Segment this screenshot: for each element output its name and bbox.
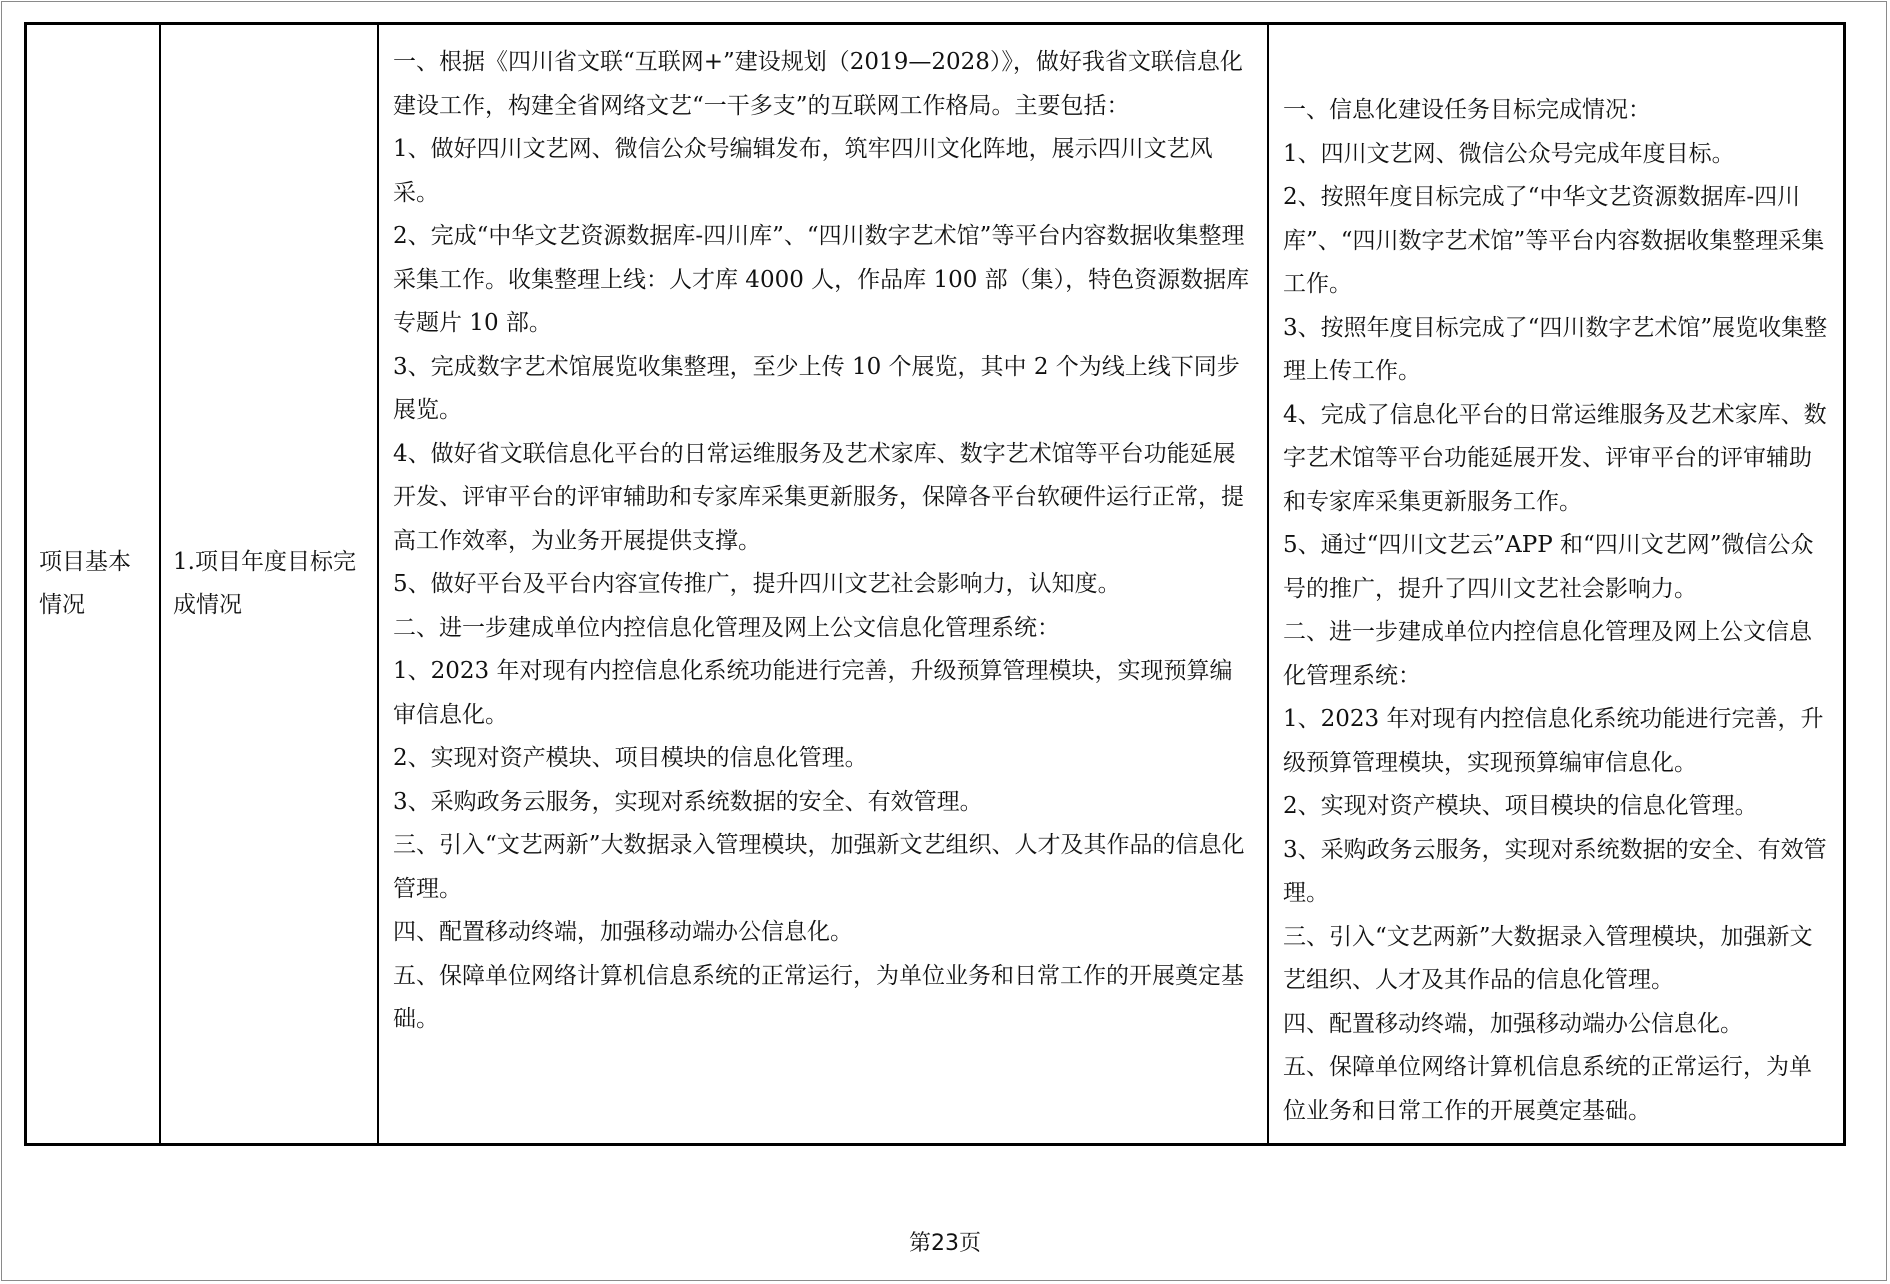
completion-line: 一、信息化建设任务目标完成情况： xyxy=(1283,97,1651,123)
target-line: 三、引入“文艺两新”大数据录入管理模块，加强新文艺组织、人才及其作品的信息化管理。 xyxy=(393,832,1245,902)
target-line: 二、进一步建成单位内控信息化管理及网上公文信息化管理系统： xyxy=(393,614,1060,641)
completion-line: 2、按照年度目标完成了“中华文艺资源数据库-四川库”、“四川数字艺术馆”等平台内容数据收集整理采集工作。 xyxy=(1283,184,1825,297)
completion-line: 1、四川文艺网、微信公众号完成年度目标。 xyxy=(1283,140,1735,167)
completion-status-cell xyxy=(1268,24,1845,1145)
completion-line: 三、引入“文艺两新”大数据录入管理模块，加强新文艺组织、人才及其作品的信息化管理。 xyxy=(1283,923,1813,993)
annual-target-text xyxy=(393,41,1253,1042)
target-line: 2、实现对资产模块、项目模块的信息化管理。 xyxy=(393,745,868,771)
project-table xyxy=(24,22,1846,1146)
completion-line: 3、按照年度目标完成了“四川数字艺术馆”展览收集整理上传工作。 xyxy=(1283,314,1828,384)
category-label: 项目基本情况 xyxy=(39,548,131,618)
completion-status-text xyxy=(1283,89,1829,1133)
target-line: 四、配置移动终端，加强移动端办公信息化。 xyxy=(393,919,853,945)
target-line: 五、保障单位网络计算机信息系统的正常运行，为单位业务和日常工作的开展奠定基础。 xyxy=(393,962,1244,1032)
annual-target-cell xyxy=(378,24,1268,1145)
category-cell xyxy=(26,24,161,1145)
target-line: 1、做好四川文艺网、微信公众号编辑发布，筑牢四川文化阵地，展示四川文艺风采。 xyxy=(393,136,1213,206)
target-line: 5、做好平台及平台内容宣传推广，提升四川文艺社会影响力，认知度。 xyxy=(393,571,1121,597)
target-line: 1、2023 年对现有内控信息化系统功能进行完善，升级预算管理模块，实现预算编审信息化。 xyxy=(393,658,1233,728)
target-line: 一、根据《四川省文联“互联网+”建设规划（2019—2028）》，做好我省文联信息化建设工作，构建全省网络文艺“一干多支”的互联网工作格局。主要包括： xyxy=(393,49,1243,119)
completion-line: 五、保障单位网络计算机信息系统的正常运行，为单位业务和日常工作的开展奠定基础。 xyxy=(1283,1054,1812,1124)
target-line: 4、做好省文联信息化平台的日常运维服务及艺术家库、数字艺术馆等平台功能延展开发、评审平台的评审辅助和专家库采集更新服务，保障各平台软硬件运行正常，提高工作效率，为业务开展提供支撑。 xyxy=(393,440,1244,554)
target-line: 3、采购政务云服务，实现对系统数据的安全、有效管理。 xyxy=(393,788,983,815)
item-label: 1.项目年度目标完成情况 xyxy=(173,548,356,618)
completion-line: 3、采购政务云服务，实现对系统数据的安全、有效管理。 xyxy=(1283,836,1827,906)
page-number: 第23页 xyxy=(909,1231,981,1256)
completion-line: 4、完成了信息化平台的日常运维服务及艺术家库、数字艺术馆等平台功能延展开发、评审平台的评审辅助和专家库采集更新服务工作。 xyxy=(1283,401,1827,515)
target-line: 2、完成“中华文艺资源数据库-四川库”、“四川数字艺术馆”等平台内容数据收集整理采集工作。收集整理上线：人才库 4000 人，作品库 100 部（集），特色资源数据库专题片 10 部。 xyxy=(393,223,1250,336)
completion-line: 四、配置移动终端，加强移动端办公信息化。 xyxy=(1283,1010,1743,1037)
item-cell xyxy=(160,24,378,1145)
table-row xyxy=(26,24,1845,1145)
completion-line: 2、实现对资产模块、项目模块的信息化管理。 xyxy=(1283,793,1758,819)
target-line: 3、完成数字艺术馆展览收集整理，至少上传 10 个展览，其中 2 个为线上线下同步展览。 xyxy=(393,353,1240,423)
completion-line: 5、通过“四川文艺云”APP 和“四川文艺网”微信公众号的推广，提升了四川文艺社会影响力。 二、进一步建成单位内控信息化管理及网上公文信息化管理系统： xyxy=(1283,532,1824,689)
completion-line: 1、2023 年对现有内控信息化系统功能进行完善，升级预算管理模块，实现预算编审信息化。 xyxy=(1283,706,1824,776)
